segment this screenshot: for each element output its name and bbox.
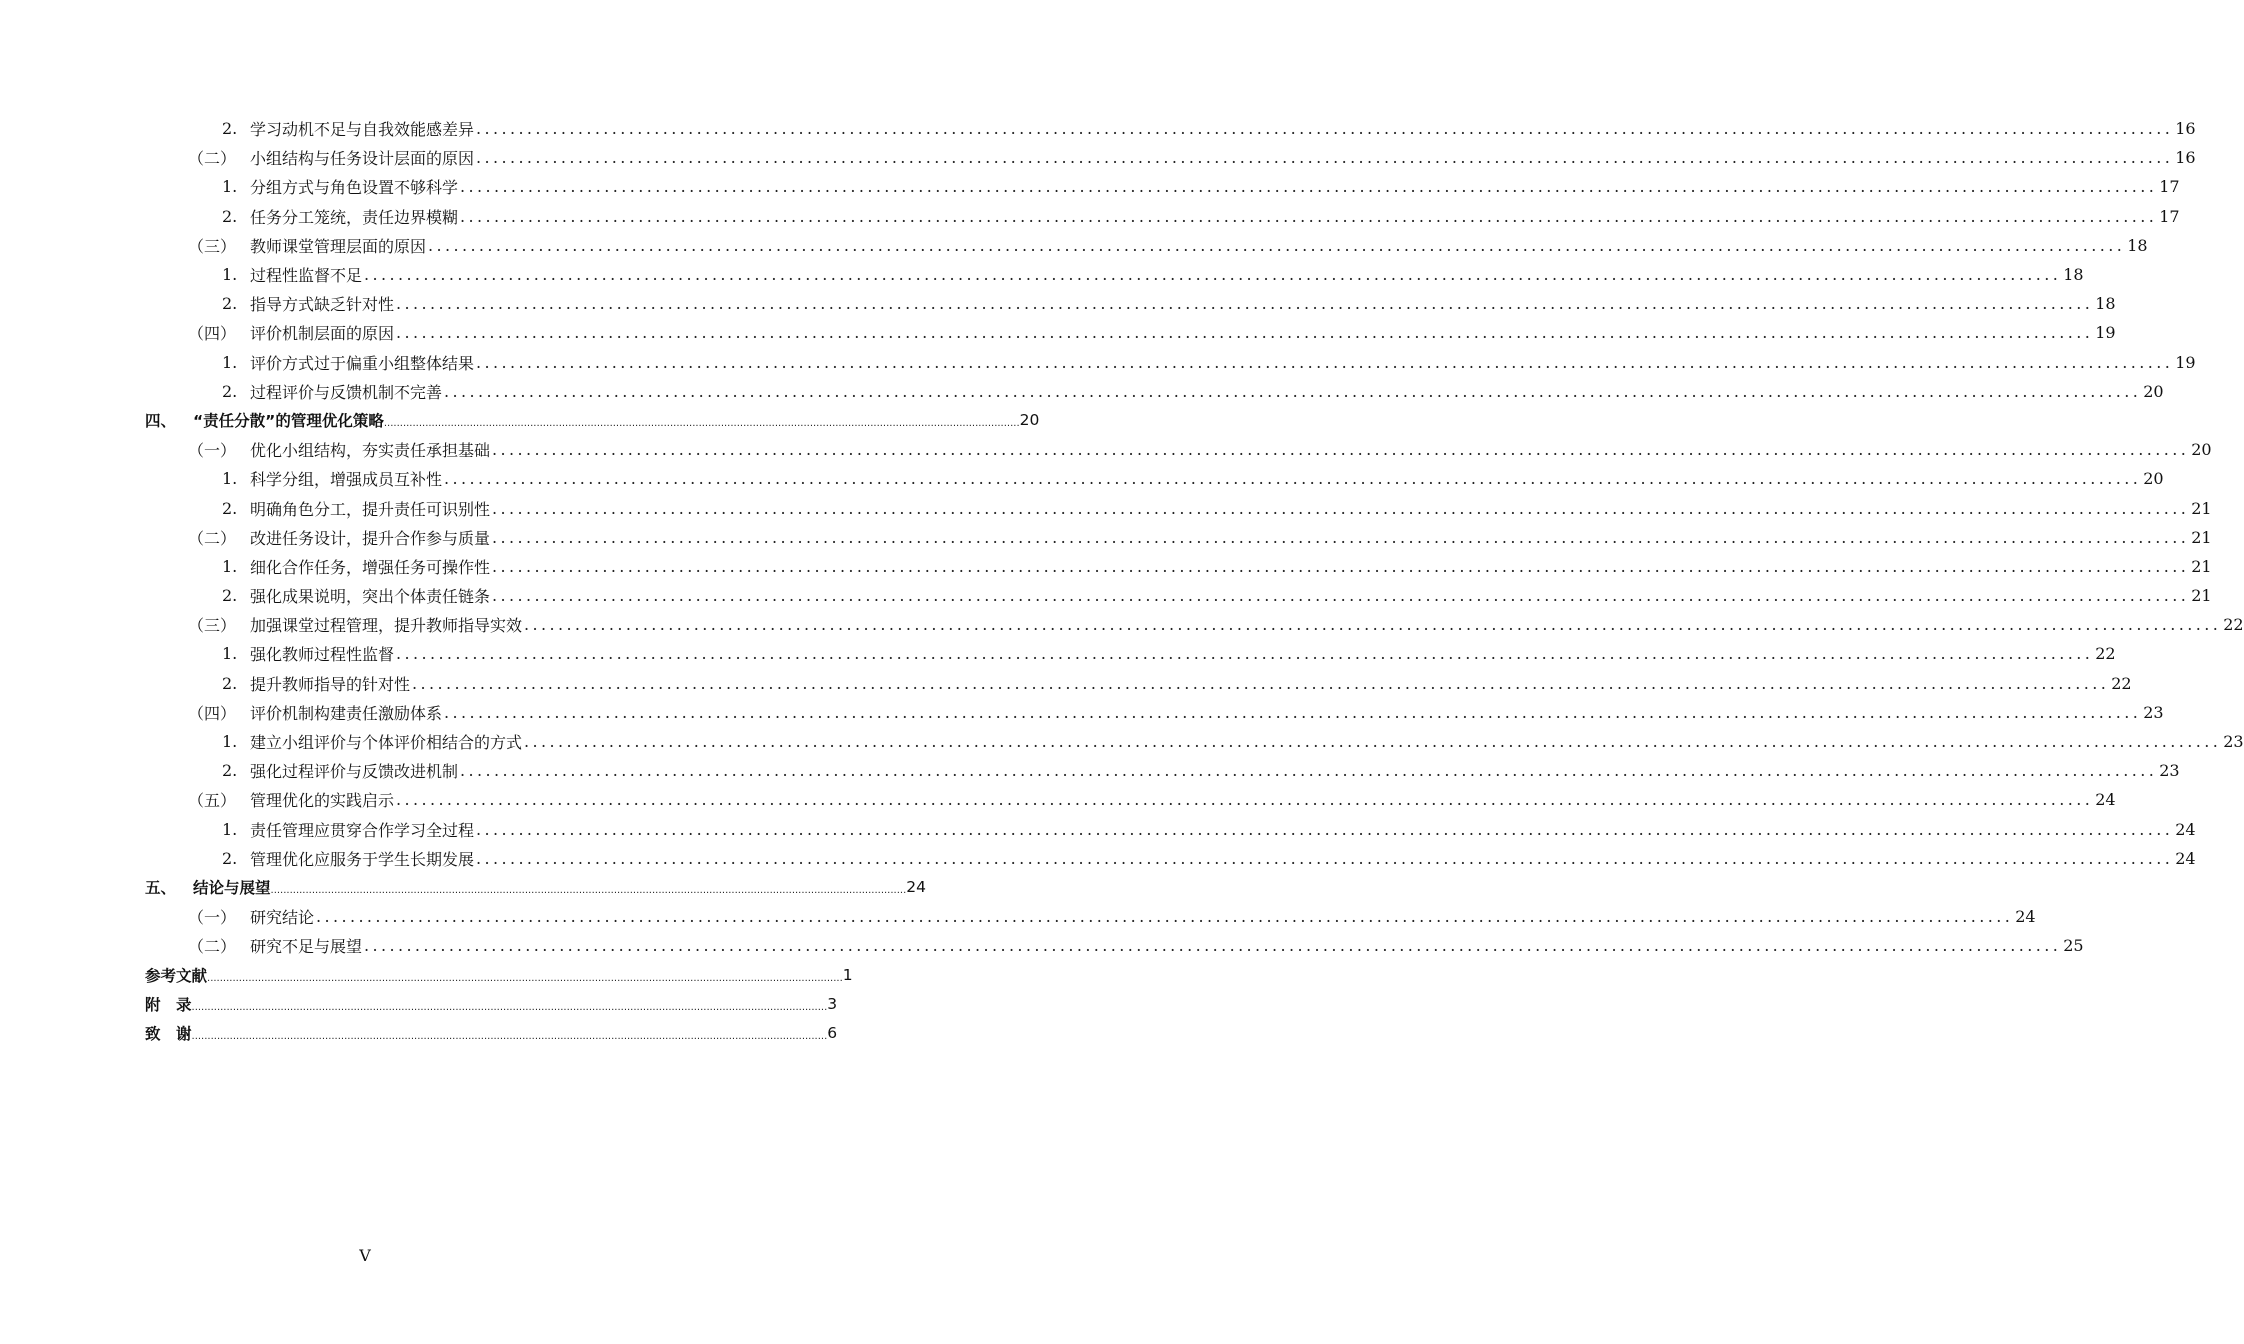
toc-entry[interactable] (0, 610, 2244, 639)
toc-entry[interactable] (0, 464, 2164, 493)
toc-dot-leader: ........................................................................................................................................................................................................ (396, 790, 2094, 810)
toc-dot-leader: ........................................................................................................................................................................................................ (396, 294, 2094, 314)
toc-dot-leader: ........................................................................................................................................................................................................ (396, 323, 2094, 343)
toc-entry-number: （一） (188, 441, 237, 461)
toc-entry[interactable] (0, 844, 2196, 873)
toc-entry-page: 21 (2191, 498, 2212, 518)
toc-entry[interactable] (0, 756, 2180, 785)
toc-entry-number: （五） (188, 791, 237, 811)
toc-entry-number: 四、 (145, 412, 177, 431)
toc-entry[interactable] (0, 581, 2212, 610)
toc-entry-title: 指导方式缺乏针对性 (250, 295, 395, 315)
toc-entry-label (222, 642, 394, 665)
toc-dot-leader: ........................................................................................................................................................................................................ (492, 440, 2190, 460)
toc-entry-label (222, 380, 442, 403)
toc-entry-title: 教师课堂管理层面的原因 (250, 236, 427, 256)
toc-dot-leader: ........................................................................................................................................................................................................ (444, 381, 2142, 401)
toc-entry-title: 细化合作任务，增强任务可操作性 (250, 557, 491, 577)
toc-dot-leader: ........................................................................................................................................................................................................ (492, 498, 2190, 518)
toc-entry-number: （四） (188, 703, 237, 723)
toc-entry-number: 1. (222, 352, 238, 372)
toc-entry-page: 19 (2175, 352, 2196, 372)
toc-dot-leader: ........................................................................................................................................................................................................ (492, 527, 2190, 547)
toc-entry-page: 24 (2095, 790, 2116, 810)
toc-entry-title: 优化小组结构，夯实责任承担基础 (250, 441, 491, 461)
toc-dot-leader: ........................................................................................................................................................................................................ (476, 148, 2174, 168)
toc-dot-leader: ........................................................................................................................................................................................................ (524, 615, 2222, 635)
toc-entry-label (188, 934, 362, 957)
toc-entry-label (188, 613, 522, 636)
toc-entry-number: 2. (222, 586, 238, 606)
toc-dot-leader: ........................................................................................................................................................................................................ (476, 352, 2174, 372)
toc-entry-page: 6 (827, 1024, 838, 1043)
toc-entry-label (222, 292, 394, 315)
toc-entry-title: 研究结论 (250, 908, 315, 928)
toc-entry-page: 25 (2063, 936, 2084, 956)
toc-entry-label (145, 876, 271, 898)
toc-dot-leader: ........................................................................................................................................................................................................ (191, 1031, 828, 1042)
toc-entry[interactable] (0, 990, 838, 1019)
toc-entry[interactable] (0, 873, 926, 902)
toc-entry-number: 1. (222, 469, 238, 489)
toc-entry[interactable] (0, 1019, 838, 1048)
toc-entry-number: 1. (222, 556, 238, 576)
toc-entry-number: 2. (222, 498, 238, 518)
toc-entry-title: 过程性监督不足 (250, 266, 363, 286)
toc-entry-label (222, 205, 458, 228)
toc-entry[interactable] (0, 202, 2180, 231)
toc-entry-number: 2. (222, 761, 238, 781)
toc-entry[interactable] (0, 727, 2244, 756)
toc-entry-page: 22 (2223, 615, 2244, 635)
toc-entry-number: （三） (188, 236, 237, 256)
toc-entry[interactable] (0, 523, 2212, 552)
toc-entry[interactable] (0, 931, 2084, 960)
toc-dot-leader: ........................................................................................................................................................................................................ (476, 819, 2174, 839)
toc-entry-number: 五、 (145, 879, 177, 898)
toc-entry-page: 20 (2191, 440, 2212, 460)
toc-dot-leader: ........................................................................................................................................................................................................ (492, 556, 2190, 576)
toc-entry-title: 强化成果说明，突出个体责任链条 (250, 587, 491, 607)
toc-entry-number: （二） (188, 937, 237, 957)
toc-entry[interactable] (0, 172, 2180, 201)
toc-dot-leader: ........................................................................................................................................................................................................ (476, 848, 2174, 868)
toc-entry-title: 建立小组评价与个体评价相结合的方式 (250, 733, 523, 753)
toc-entry-label (145, 993, 192, 1015)
toc-entry-label (222, 467, 442, 490)
toc-dot-leader: ........................................................................................................................................................................................................ (460, 177, 2158, 197)
toc-entry-number: 1. (222, 732, 238, 752)
table-of-contents (0, 114, 2244, 1048)
toc-entry[interactable] (0, 377, 2164, 406)
toc-entry-page: 24 (906, 878, 926, 897)
toc-entry-page: 22 (2095, 644, 2116, 664)
toc-entry[interactable] (0, 669, 2132, 698)
toc-entry-page: 1 (842, 966, 853, 985)
toc-entry-page: 3 (827, 995, 838, 1014)
toc-entry-title: 附 录 (145, 996, 192, 1015)
toc-dot-leader: ........................................................................................................................................................................................................ (476, 119, 2174, 139)
toc-entry-title: 评价机制层面的原因 (250, 324, 395, 344)
toc-entry-label (222, 117, 474, 140)
toc-dot-leader: ........................................................................................................................................................................................................ (207, 972, 843, 984)
toc-entry[interactable] (0, 493, 2212, 522)
toc-dot-leader: ........................................................................................................................................................................................................ (270, 885, 907, 897)
toc-entry-title: 结论与展望 (193, 879, 271, 898)
toc-entry[interactable] (0, 114, 2196, 143)
toc-entry[interactable] (0, 902, 2036, 931)
toc-entry-page: 24 (2015, 907, 2036, 927)
toc-entry-number: 2. (222, 119, 238, 139)
toc-entry-page: 17 (2159, 206, 2180, 226)
toc-entry-page: 19 (2095, 323, 2116, 343)
toc-entry-page: 23 (2143, 702, 2164, 722)
toc-entry-label (188, 788, 394, 811)
toc-entry-title: 管理优化的实践启示 (250, 791, 395, 811)
toc-entry-page: 18 (2063, 265, 2084, 285)
toc-entry-number: 2. (222, 848, 238, 868)
toc-entry-label (145, 409, 384, 431)
toc-entry-label (188, 321, 394, 344)
toc-entry-title: 明确角色分工，提升责任可识别性 (250, 499, 491, 519)
toc-entry-label (222, 672, 410, 695)
toc-entry-title: 评价方式过于偏重小组整体结果 (250, 353, 475, 373)
toc-entry-title: 学习动机不足与自我效能感差异 (250, 120, 475, 140)
toc-entry-title: 管理优化应服务于学生长期发展 (250, 849, 475, 869)
toc-dot-leader: ........................................................................................................................................................................................................ (412, 673, 2110, 693)
toc-entry-number: （四） (188, 324, 237, 344)
toc-entry-label (188, 146, 474, 169)
toc-entry[interactable] (0, 318, 2116, 347)
toc-entry-page: 18 (2095, 294, 2116, 314)
toc-entry-label (222, 263, 362, 286)
toc-entry-number: 2. (222, 294, 238, 314)
toc-entry-label (222, 351, 474, 374)
toc-entry-label (222, 175, 458, 198)
toc-entry-page: 16 (2175, 148, 2196, 168)
toc-entry-page: 17 (2159, 177, 2180, 197)
toc-entry-title: 参考文献 (145, 967, 208, 986)
toc-entry-title: 改进任务设计，提升合作参与质量 (250, 528, 491, 548)
toc-entry-number: （三） (188, 616, 237, 636)
toc-entry-page: 18 (2127, 235, 2148, 255)
toc-entry-number: 2. (222, 673, 238, 693)
toc-entry[interactable] (0, 231, 2148, 260)
toc-entry-page: 21 (2191, 556, 2212, 576)
toc-entry-title: 致 谢 (145, 1025, 192, 1044)
toc-entry[interactable] (0, 289, 2116, 318)
toc-entry[interactable] (0, 960, 853, 989)
toc-entry-number: 1. (222, 644, 238, 664)
toc-entry-label (188, 234, 426, 257)
toc-entry[interactable] (0, 435, 2212, 464)
toc-entry-number: 1. (222, 177, 238, 197)
toc-entry-page: 20 (2143, 469, 2164, 489)
toc-dot-leader: ........................................................................................................................................................................................................ (316, 907, 2014, 927)
toc-entry-title: “责任分散”的管理优化策略 (193, 412, 384, 431)
toc-dot-leader: ........................................................................................................................................................................................................ (492, 586, 2190, 606)
toc-entry-title: 科学分组，增强成员互补性 (250, 470, 443, 490)
toc-entry-label (222, 818, 474, 841)
toc-entry-number: 1. (222, 819, 238, 839)
toc-entry-label (188, 905, 314, 928)
toc-entry-number: 2. (222, 381, 238, 401)
toc-entry-title: 责任管理应贯穿合作学习全过程 (250, 820, 475, 840)
toc-entry-page: 22 (2111, 673, 2132, 693)
toc-entry-page: 20 (1019, 411, 1040, 430)
toc-dot-leader: ........................................................................................................................................................................................................ (524, 732, 2222, 752)
toc-dot-leader: ........................................................................................................................................................................................................ (460, 206, 2158, 226)
toc-entry-page: 20 (2143, 381, 2164, 401)
toc-entry-number: 2. (222, 206, 238, 226)
page-number: V (359, 1246, 371, 1265)
toc-entry-number: （二） (188, 528, 237, 548)
toc-entry-title: 加强课堂过程管理，提升教师指导实效 (250, 616, 523, 636)
toc-entry[interactable] (0, 785, 2116, 814)
toc-entry-page: 23 (2223, 732, 2244, 752)
toc-entry-label (188, 438, 490, 461)
toc-entry-title: 研究不足与展望 (250, 937, 363, 957)
toc-dot-leader: ........................................................................................................................................................................................................ (444, 702, 2142, 722)
toc-entry[interactable] (0, 348, 2196, 377)
toc-entry-title: 过程评价与反馈机制不完善 (250, 382, 443, 402)
toc-entry-label (222, 555, 490, 578)
toc-entry-page: 16 (2175, 119, 2196, 139)
toc-entry-title: 提升教师指导的针对性 (250, 674, 411, 694)
toc-entry-number: 1. (222, 265, 238, 285)
toc-dot-leader: ........................................................................................................................................................................................................ (191, 1001, 828, 1013)
toc-entry-title: 任务分工笼统，责任边界模糊 (250, 207, 459, 227)
toc-entry-number: （一） (188, 908, 237, 928)
toc-entry[interactable] (0, 552, 2212, 581)
toc-entry-page: 24 (2175, 848, 2196, 868)
toc-dot-leader: ........................................................................................................................................................................................................ (396, 644, 2094, 664)
toc-entry-title: 强化教师过程性监督 (250, 645, 395, 665)
toc-entry-title: 小组结构与任务设计层面的原因 (250, 149, 475, 169)
toc-entry-label (145, 1022, 192, 1044)
toc-entry-number: （二） (188, 149, 237, 169)
toc-dot-leader: ........................................................................................................................................................................................................ (383, 418, 1020, 430)
toc-entry[interactable] (0, 698, 2164, 727)
toc-entry[interactable] (0, 639, 2116, 668)
toc-entry-page: 21 (2191, 527, 2212, 547)
toc-entry-label (222, 497, 490, 520)
toc-entry-title: 评价机制构建责任激励体系 (250, 703, 443, 723)
toc-dot-leader: ........................................................................................................................................................................................................ (428, 235, 2126, 255)
toc-entry[interactable] (0, 143, 2196, 172)
toc-entry-title: 分组方式与角色设置不够科学 (250, 178, 459, 198)
toc-entry-label (188, 526, 490, 549)
toc-entry-page: 24 (2175, 819, 2196, 839)
toc-dot-leader: ........................................................................................................................................................................................................ (364, 265, 2062, 285)
toc-entry[interactable] (0, 260, 2084, 289)
toc-dot-leader: ........................................................................................................................................................................................................ (460, 761, 2158, 781)
toc-entry[interactable] (0, 406, 1040, 435)
toc-entry-label (222, 847, 474, 870)
toc-entry-title: 强化过程评价与反馈改进机制 (250, 762, 459, 782)
toc-entry-label (222, 584, 490, 607)
toc-entry-label (145, 964, 207, 986)
toc-dot-leader: ........................................................................................................................................................................................................ (364, 936, 2062, 956)
toc-entry[interactable] (0, 815, 2196, 844)
toc-entry-label (188, 701, 442, 724)
toc-entry-page: 23 (2159, 761, 2180, 781)
toc-entry-label (222, 759, 458, 782)
toc-entry-page: 21 (2191, 586, 2212, 606)
toc-dot-leader: ........................................................................................................................................................................................................ (444, 469, 2142, 489)
toc-entry-label (222, 730, 522, 753)
